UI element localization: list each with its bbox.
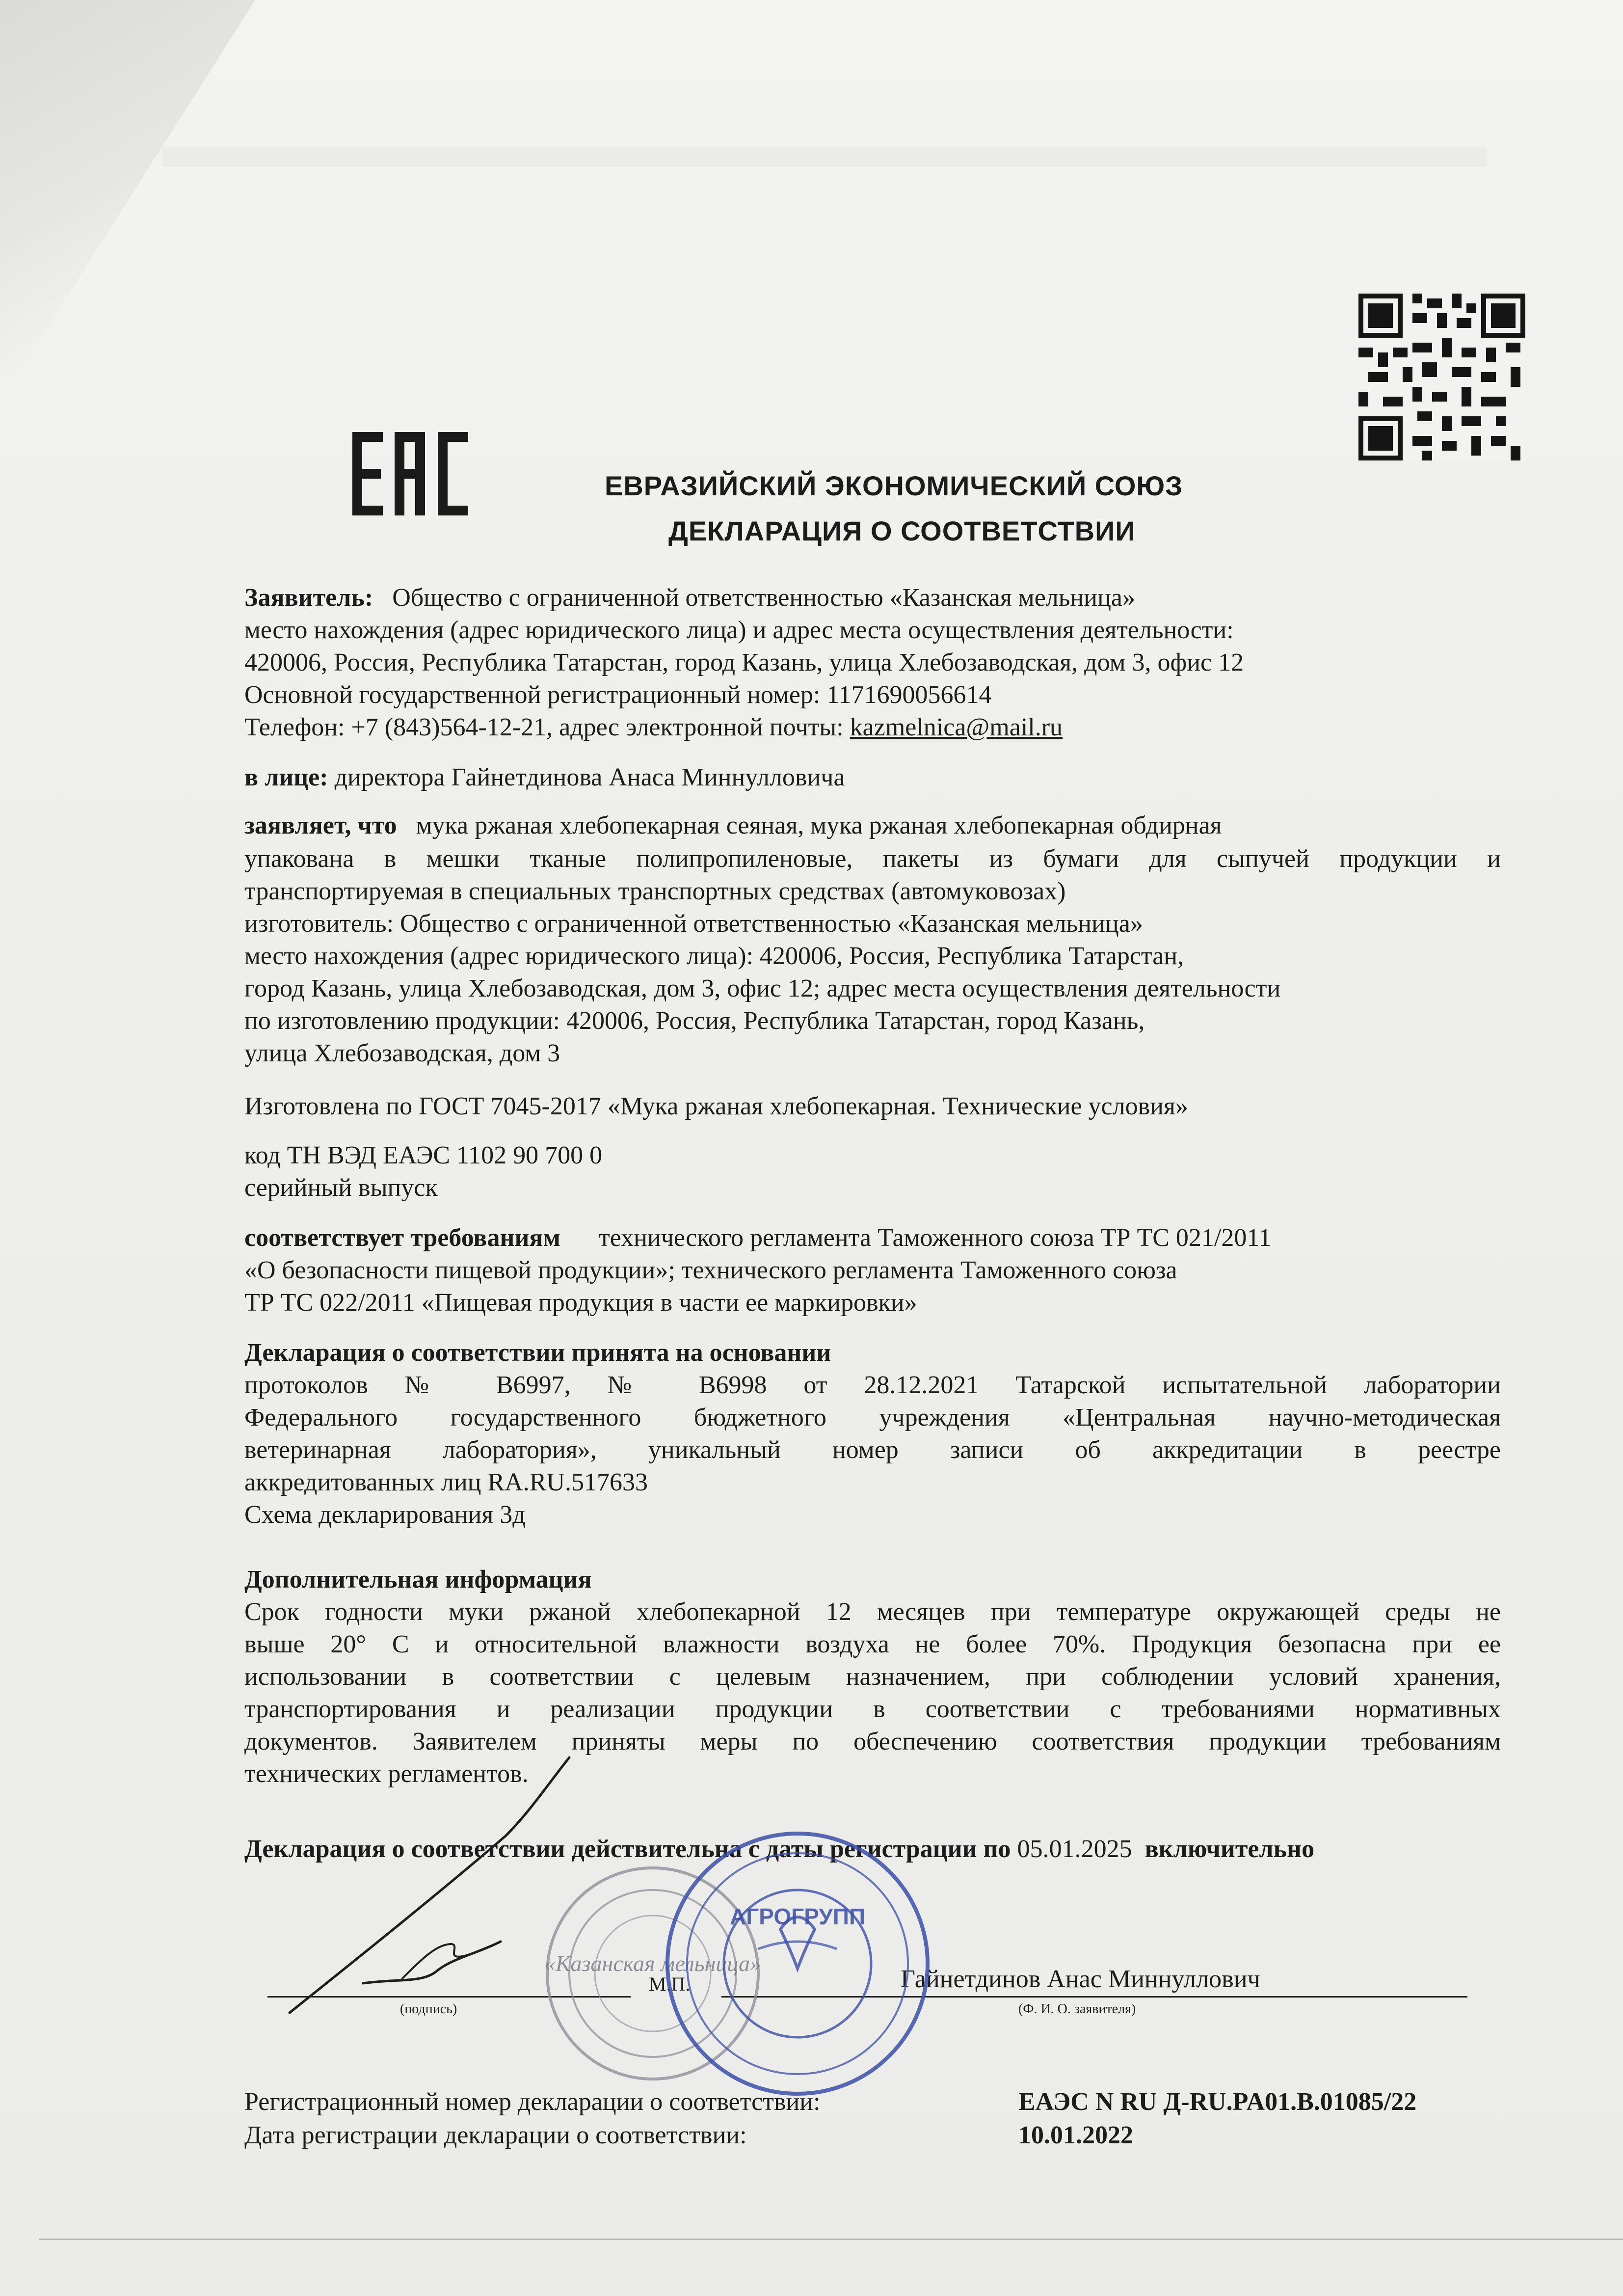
- eac-logo: [352, 432, 470, 515]
- validity-suffix: включительно: [1144, 1835, 1315, 1863]
- manufacturer-address-1: место нахождения (адрес юридического лица): 420006, Россия, Республика Татарстан,: [244, 942, 1184, 970]
- name-caption: (Ф. И. О. заявителя): [1018, 2001, 1136, 2017]
- validity-date: 05.01.2025: [1017, 1835, 1132, 1863]
- additional-line-5: документов. Заявителем приняты меры по обеспечению соответствия продукции требованиям: [244, 1728, 1501, 1756]
- manufacturer-line: изготовитель: Общество с ограниченной ответственностью «Казанская мельница»: [244, 910, 1143, 938]
- tnved-code: код ТН ВЭД ЕАЭС 1102 90 700 0: [244, 1141, 603, 1169]
- applicant-address: 420006, Россия, Республика Татарстан, город Казань, улица Хлебозаводская, дом 3, офис 12: [244, 648, 1244, 676]
- representative-label: в лице:: [244, 763, 328, 791]
- applicant-line: [244, 582, 1135, 614]
- show-through: [162, 147, 1487, 167]
- serial-line: серийный выпуск: [244, 1174, 438, 1202]
- statement-label: заявляет, что: [244, 811, 397, 839]
- registration-number-label: Регистрационный номер декларации о соответствии:: [244, 2088, 821, 2116]
- mp-label: М.П.: [649, 1973, 691, 1995]
- statement-line-3: транспортируемая в специальных транспортных средствах (автомуковозах): [244, 877, 1066, 905]
- basis-line-1: протоколов № В6997, № В6998 от 28.12.2021 Татарской испытательной лаборатории: [244, 1371, 1501, 1399]
- manufacturer-address-3: по изготовлению продукции: 420006, Россия, Республика Татарстан, город Казань,: [244, 1007, 1145, 1035]
- statement-line-1: [244, 810, 1222, 841]
- representative-text: директора Гайнетдинова Анаса Миннулловича: [334, 763, 845, 791]
- company-stamp-text: «Казанская мельница»: [544, 1951, 761, 1976]
- additional-line-1: Срок годности муки ржаной хлебопекарной 12 месяцев при температуре окружающей среды не: [244, 1598, 1501, 1626]
- union-title: ЕВРАЗИЙСКИЙ ЭКОНОМИЧЕСКИЙ СОЮЗ: [605, 470, 1183, 501]
- basis-line-3: ветеринарная лаборатория», уникальный номер записи об аккредитации в реестре: [244, 1436, 1501, 1464]
- compliance-line-3: ТР ТС 022/2011 «Пищевая продукция в части ее маркировки»: [244, 1289, 917, 1317]
- standard-line: Изготовлена по ГОСТ 7045-2017 «Мука ржаная хлебопекарная. Технические условия»: [244, 1092, 1188, 1120]
- signature-caption: (подпись): [400, 2001, 457, 2017]
- compliance-line-2: «О безопасности пищевой продукции»; технического регламента Таможенного союза: [244, 1256, 1177, 1284]
- document-title: ДЕКЛАРАЦИЯ О СООТВЕТСТВИИ: [668, 515, 1136, 546]
- additional-line-2: выше 20° С и относительной влажности воздуха не более 70%. Продукция безопасна при ее: [244, 1630, 1501, 1658]
- applicant-ogrn: Основной государственной регистрационный номер: 1171690056614: [244, 681, 992, 709]
- manufacturer-address-2: город Казань, улица Хлебозаводская, дом 3, офис 12; адрес места осуществления деятельности: [244, 974, 1281, 1002]
- handwritten-signature: [275, 1748, 658, 2023]
- address-label: место нахождения (адрес юридического лица) и адрес места осуществления деятельности:: [244, 616, 1234, 644]
- statement-line-2: упакована в мешки тканые полипропиленовые, пакеты из бумаги для сыпучей продукции и: [244, 845, 1501, 873]
- registration-date: 10.01.2022: [1018, 2121, 1133, 2149]
- applicant-contacts: [244, 712, 1063, 743]
- signer-name: Гайнетдинов Анас Миннуллович: [901, 1965, 1260, 1993]
- additional-line-4: транспортирования и реализации продукции в соответствии с требованиями нормативных: [244, 1695, 1501, 1723]
- additional-line-6: технических регламентов.: [244, 1760, 529, 1788]
- email-link[interactable]: kazmelnica@mail.ru: [850, 713, 1063, 741]
- statement-product: мука ржаная хлебопекарная сеяная, мука ржаная хлебопекарная обдирная: [416, 811, 1222, 839]
- basis-heading: Декларация о соответствии принята на основании: [244, 1339, 831, 1367]
- additional-heading: Дополнительная информация: [244, 1566, 592, 1594]
- manufacturer-address-4: улица Хлебозаводская, дом 3: [244, 1039, 560, 1067]
- validity-label: Декларация о соответствии действительна с даты регистрации по: [244, 1835, 1011, 1863]
- agency-stamp: [660, 1826, 935, 2101]
- registration-number: ЕАЭС N RU Д-RU.PA01.B.01085/22: [1018, 2088, 1417, 2116]
- additional-line-3: использовании в соответствии с целевым назначением, при соблюдении условий хранения,: [244, 1663, 1501, 1691]
- qr-code[interactable]: [1358, 294, 1525, 460]
- applicant-name: Общество с ограниченной ответственностью «Казанская мельница»: [392, 584, 1135, 612]
- agency-stamp-text: АГРОГРУПП: [729, 1904, 866, 1929]
- phone-text: Телефон: +7 (843)564-12-21, адрес электронной почты:: [244, 713, 850, 741]
- compliance-text-1: технического регламента Таможенного союза ТР ТС 021/2011: [598, 1224, 1272, 1252]
- applicant-label: Заявитель:: [244, 584, 373, 612]
- registration-date-label: Дата регистрации декларации о соответствии:: [244, 2121, 747, 2149]
- basis-line-2: Федерального государственного бюджетного учреждения «Центральная научно-методическая: [244, 1404, 1501, 1432]
- declaration-scheme: Схема декларирования 3д: [244, 1501, 526, 1529]
- basis-line-4: аккредитованных лиц RA.RU.517633: [244, 1468, 648, 1496]
- representative-line: [244, 762, 845, 793]
- compliance-line-1: [244, 1222, 1271, 1254]
- page-bottom-edge: [39, 2239, 1623, 2240]
- compliance-label: соответствует требованиям: [244, 1224, 560, 1252]
